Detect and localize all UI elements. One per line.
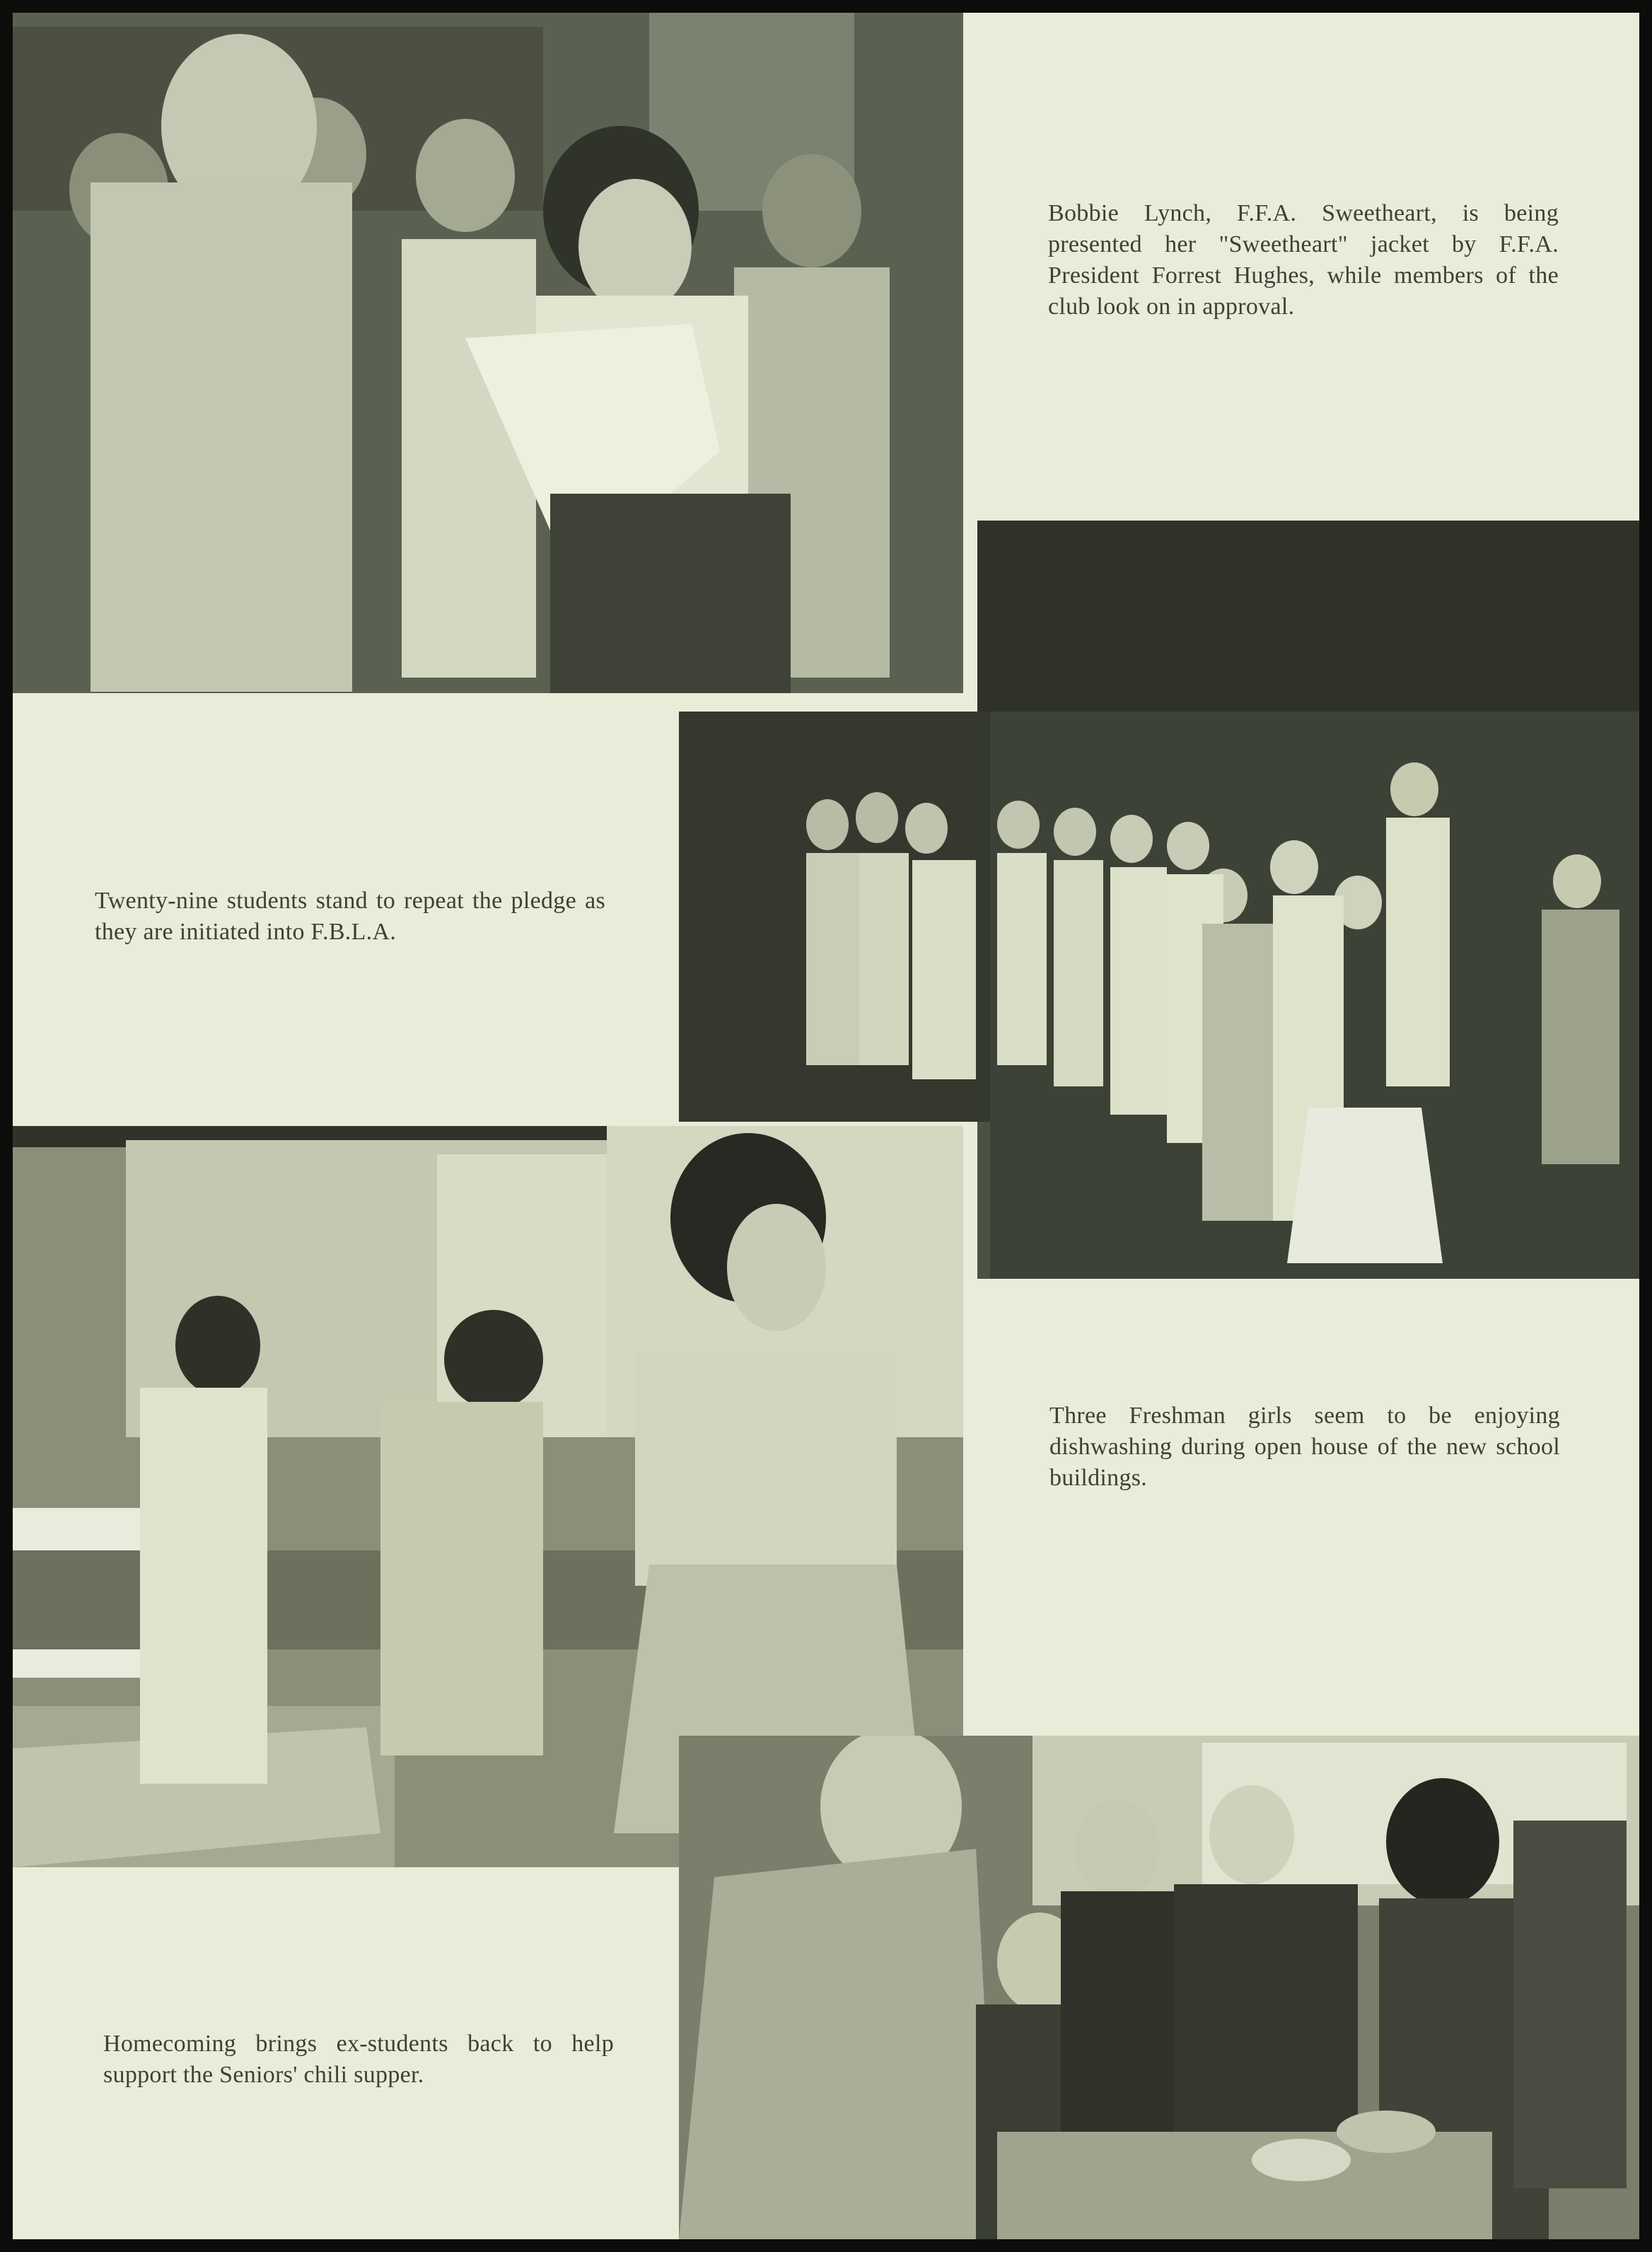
photo-ffa-illustration (13, 13, 963, 693)
photo-fbla-pledge-main (990, 712, 1639, 1279)
caption-ffa-sweetheart (1048, 198, 1559, 323)
photo-fbla-main-illustration (990, 712, 1639, 1279)
caption-ffa-text: Bobbie Lynch, F.F.A. Sweetheart, is being presented her "Sweetheart" jacket by F.F.A. President Forrest Hughes, while members of the club look on in approval. (1048, 200, 1559, 320)
caption-homecoming-text: Homecoming brings ex-students back to help support the Seniors' chili supper. (103, 2031, 614, 2088)
caption-fbla-pledge (95, 886, 605, 948)
caption-freshman-dishwashing (1049, 1400, 1560, 1494)
photo-chili-supper (679, 1736, 1639, 2239)
photo-ffa-sweetheart (13, 13, 963, 693)
photo-chili-illustration (679, 1736, 1639, 2239)
photo-fbla-pledge-left (679, 712, 990, 1122)
photo-fbla-left-illustration (679, 712, 990, 1122)
caption-fbla-text: Twenty-nine students stand to repeat the pledge as they are initiated into F.B.L.A. (95, 888, 605, 945)
yearbook-page (13, 13, 1639, 2239)
caption-homecoming-chili (103, 2028, 614, 2091)
caption-freshman-text: Three Freshman girls seem to be enjoying dishwashing during open house of the new school buildings. (1049, 1403, 1560, 1491)
